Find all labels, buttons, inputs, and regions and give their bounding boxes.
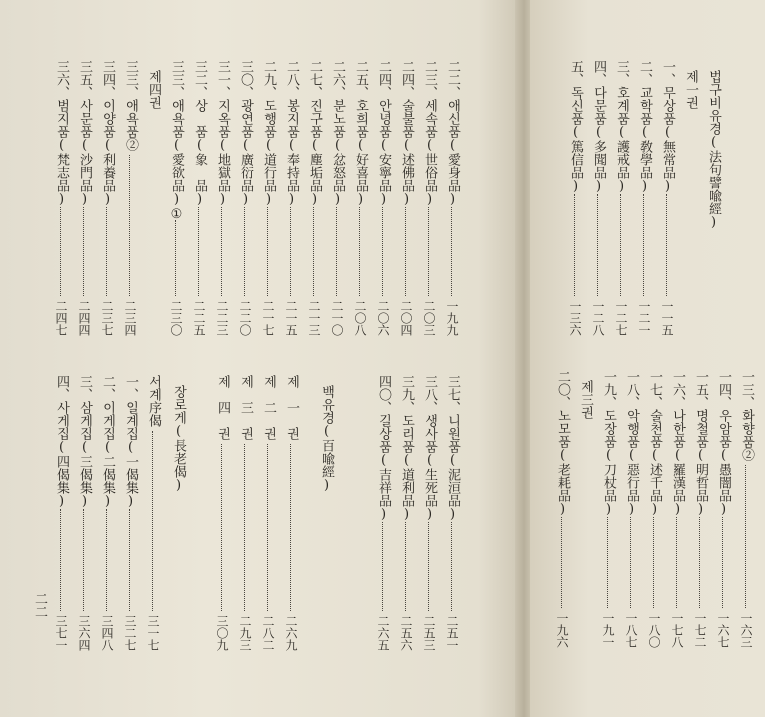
toc-entry-title: 三四、이양품(利養品) <box>100 60 115 207</box>
toc-leader-dots <box>745 465 746 608</box>
toc-entry-page: 二〇八 <box>353 300 367 336</box>
toc-entry-page: 一九一 <box>601 612 615 648</box>
toc-entry-title: 三八、생사품(生死品) <box>422 375 437 522</box>
toc-entry-page: 二五三 <box>422 615 436 651</box>
toc-leader-dots <box>152 431 153 611</box>
toc-leader-dots <box>666 194 667 296</box>
toc-entry-title: 二六、분노품(忿怒品) <box>330 60 345 207</box>
toc-leader-dots <box>653 517 654 608</box>
toc-entry-title: 五、독신품(篤信品) <box>568 60 583 194</box>
toc-leader-dots <box>221 444 222 611</box>
toc-entry-title: 二二、애신품(愛身品) <box>445 60 460 207</box>
toc-entry-title: 제 四 권 <box>215 375 230 440</box>
toc-leader-dots <box>620 194 621 296</box>
toc-entry-page: 二六九 <box>284 615 298 651</box>
toc-leader-dots <box>290 444 291 611</box>
toc-entry-title: 三六、범지품(梵志品) <box>54 60 69 207</box>
toc-entry-title: 三、삼게집(三偈集) <box>77 375 92 509</box>
toc-leader-dots <box>244 444 245 611</box>
toc-entry-title: 二八、봉지품(奉持品) <box>284 60 299 207</box>
toc-entry-page: 二四四 <box>77 300 91 336</box>
toc-entry-page: 一二八 <box>591 300 605 336</box>
toc-entry-page: 一八〇 <box>647 612 661 648</box>
toc-entry-page: 一一五 <box>660 300 674 336</box>
toc-entry-page: 三六四 <box>77 615 91 651</box>
toc-entry-title: 四、다문품(多聞品) <box>591 60 606 194</box>
toc-leader-dots <box>221 207 222 296</box>
toc-entry-title: 三三、애욕품② <box>123 60 138 151</box>
toc-leader-dots <box>561 517 562 608</box>
toc-entry-page: 二一五 <box>284 300 298 336</box>
toc-entry-page: 二四七 <box>54 300 68 336</box>
toc-entry-page: 三四八 <box>100 615 114 651</box>
toc-entry-title: 二、이게집(二偈集) <box>100 375 115 509</box>
toc-entry-title: 三二、상 품(象 品) <box>192 60 207 207</box>
toc-heading: 장로게(長老偈) <box>171 385 186 493</box>
toc-leader-dots <box>83 207 84 296</box>
toc-entry-title: 二九、도행품(道行品) <box>261 60 276 207</box>
toc-entry-title: 二四、술불품(述佛品) <box>399 60 414 207</box>
toc-entry-page: 二一七 <box>261 300 275 336</box>
toc-leader-dots <box>175 220 176 296</box>
toc-entry-title: 제 一 권 <box>284 375 299 440</box>
toc-entry-title: 四〇、길상품(吉祥品) <box>376 375 391 522</box>
page-folio: 二二 <box>32 592 47 618</box>
toc-entry-page: 二六五 <box>376 615 390 651</box>
toc-entry-title: 二四、안녕품(安寧品) <box>376 60 391 207</box>
toc-entry-title: 一五、명철품(明哲品) <box>693 370 708 517</box>
toc-entry-title: 一、무상품(無常品) <box>660 60 675 194</box>
toc-heading: 제四권 <box>146 70 161 109</box>
toc-entry-page: 一三六 <box>568 300 582 336</box>
toc-leader-dots <box>336 207 337 296</box>
toc-entry-title: 一八、악행품(惡行品) <box>624 370 639 517</box>
toc-entry-title: 一六、나한품(羅漢品) <box>670 370 685 517</box>
toc-heading: 백유경(百喩經) <box>319 385 334 493</box>
toc-leader-dots <box>574 194 575 296</box>
toc-entry-title: 三一、지옥품(地獄品) <box>215 60 230 207</box>
toc-leader-dots <box>630 517 631 608</box>
toc-leader-dots <box>60 207 61 296</box>
toc-entry-title: 一七、술천품(述千品) <box>647 370 662 517</box>
toc-entry-page: 二三四 <box>123 300 137 336</box>
toc-leader-dots <box>290 207 291 296</box>
toc-entry-title: 一四、우암품(愚闇品) <box>716 370 731 517</box>
toc-entry-title: 三五、사문품(沙門品) <box>77 60 92 207</box>
toc-entry-title: 三九、도리품(道利品) <box>399 375 414 522</box>
toc-entry-page: 一九九 <box>445 300 459 336</box>
toc-entry-page: 一二七 <box>614 300 628 336</box>
toc-leader-dots <box>428 522 429 611</box>
toc-entry-page: 一九六 <box>555 612 569 648</box>
toc-entry-page: 一二一 <box>637 300 651 336</box>
toc-entry-page: 二一三 <box>307 300 321 336</box>
toc-heading: 제一권 <box>683 70 698 109</box>
toc-leader-dots <box>83 509 84 611</box>
toc-entry-page: 一七二 <box>693 612 707 648</box>
toc-leader-dots <box>699 517 700 608</box>
toc-leader-dots <box>359 207 360 296</box>
toc-entry-page: 二三七 <box>100 300 114 336</box>
toc-entry-title: 三、호계품(護戒品) <box>614 60 629 194</box>
toc-entry-title: 二、교학품(敎學品) <box>637 60 652 194</box>
toc-entry-page: 一八七 <box>624 612 638 648</box>
toc-entry-title: 三〇、광연품(廣衍品) <box>238 60 253 207</box>
toc-entry-page: 一七八 <box>670 612 684 648</box>
toc-entry-page: 三七一 <box>54 615 68 651</box>
toc-leader-dots <box>676 517 677 608</box>
toc-leader-dots <box>267 207 268 296</box>
toc-entry-title: 三七、니원품(泥洹品) <box>445 375 460 522</box>
toc-leader-dots <box>597 194 598 296</box>
toc-leader-dots <box>451 207 452 296</box>
toc-entry-page: 三一七 <box>146 615 160 651</box>
toc-entry-page: 二〇六 <box>376 300 390 336</box>
toc-entry-page: 二三〇 <box>169 300 183 336</box>
toc-entry-page: 二九三 <box>238 615 252 651</box>
toc-entry-title: 二七、진구품(塵垢品) <box>307 60 322 207</box>
toc-entry-title: 제 二 권 <box>261 375 276 440</box>
toc-entry-page: 二二〇 <box>238 300 252 336</box>
toc-entry-page: 二〇四 <box>399 300 413 336</box>
toc-entry-title: 一九、도장품(刀杖品) <box>601 370 616 517</box>
toc-entry-page: 三二七 <box>123 615 137 651</box>
toc-entry-title: 제 三 권 <box>238 375 253 440</box>
toc-entry-page: 三〇九 <box>215 615 229 651</box>
toc-leader-dots <box>451 522 452 611</box>
toc-leader-dots <box>643 194 644 296</box>
toc-entry-page: 二二三 <box>215 300 229 336</box>
toc-leader-dots <box>129 509 130 611</box>
toc-entry-page: 二八二 <box>261 615 275 651</box>
toc-leader-dots <box>405 207 406 296</box>
toc-entry-page: 二一〇 <box>330 300 344 336</box>
toc-leader-dots <box>244 207 245 296</box>
toc-entry-page: 一六三 <box>739 612 753 648</box>
toc-leader-dots <box>382 522 383 611</box>
toc-heading: 제三권 <box>578 380 593 419</box>
toc-leader-dots <box>106 509 107 611</box>
toc-heading: 법구비유경(法句譬喩經) <box>706 70 721 230</box>
toc-entry-title: 一三、화향품② <box>739 370 754 461</box>
toc-entry-title: 一、일계집(一偈集) <box>123 375 138 509</box>
toc-entry-page: 二五一 <box>445 615 459 651</box>
toc-leader-dots <box>267 444 268 611</box>
toc-leader-dots <box>607 517 608 608</box>
toc-leader-dots <box>428 207 429 296</box>
toc-leader-dots <box>198 207 199 296</box>
toc-leader-dots <box>722 517 723 608</box>
toc-leader-dots <box>313 207 314 296</box>
toc-leader-dots <box>405 522 406 611</box>
toc-leader-dots <box>382 207 383 296</box>
toc-leader-dots <box>129 155 130 296</box>
toc-entry-title: 서계序偈 <box>146 375 161 427</box>
toc-entry-page: 二二五 <box>192 300 206 336</box>
toc-entry-page: 一六七 <box>716 612 730 648</box>
toc-entry-title: 二〇、노모품(老耗品) <box>555 370 570 517</box>
toc-entry-page: 二〇三 <box>422 300 436 336</box>
toc-leader-dots <box>60 509 61 611</box>
toc-entry-title: 二五、호희품(好喜品) <box>353 60 368 207</box>
toc-entry-title: 三三、애욕품(愛欲品)① <box>169 60 184 222</box>
toc-entry-page: 二五六 <box>399 615 413 651</box>
toc-leader-dots <box>106 207 107 296</box>
toc-entry-title: 四、사게집(四偈集) <box>54 375 69 509</box>
toc-entry-title: 二三、세속품(世俗品) <box>422 60 437 207</box>
